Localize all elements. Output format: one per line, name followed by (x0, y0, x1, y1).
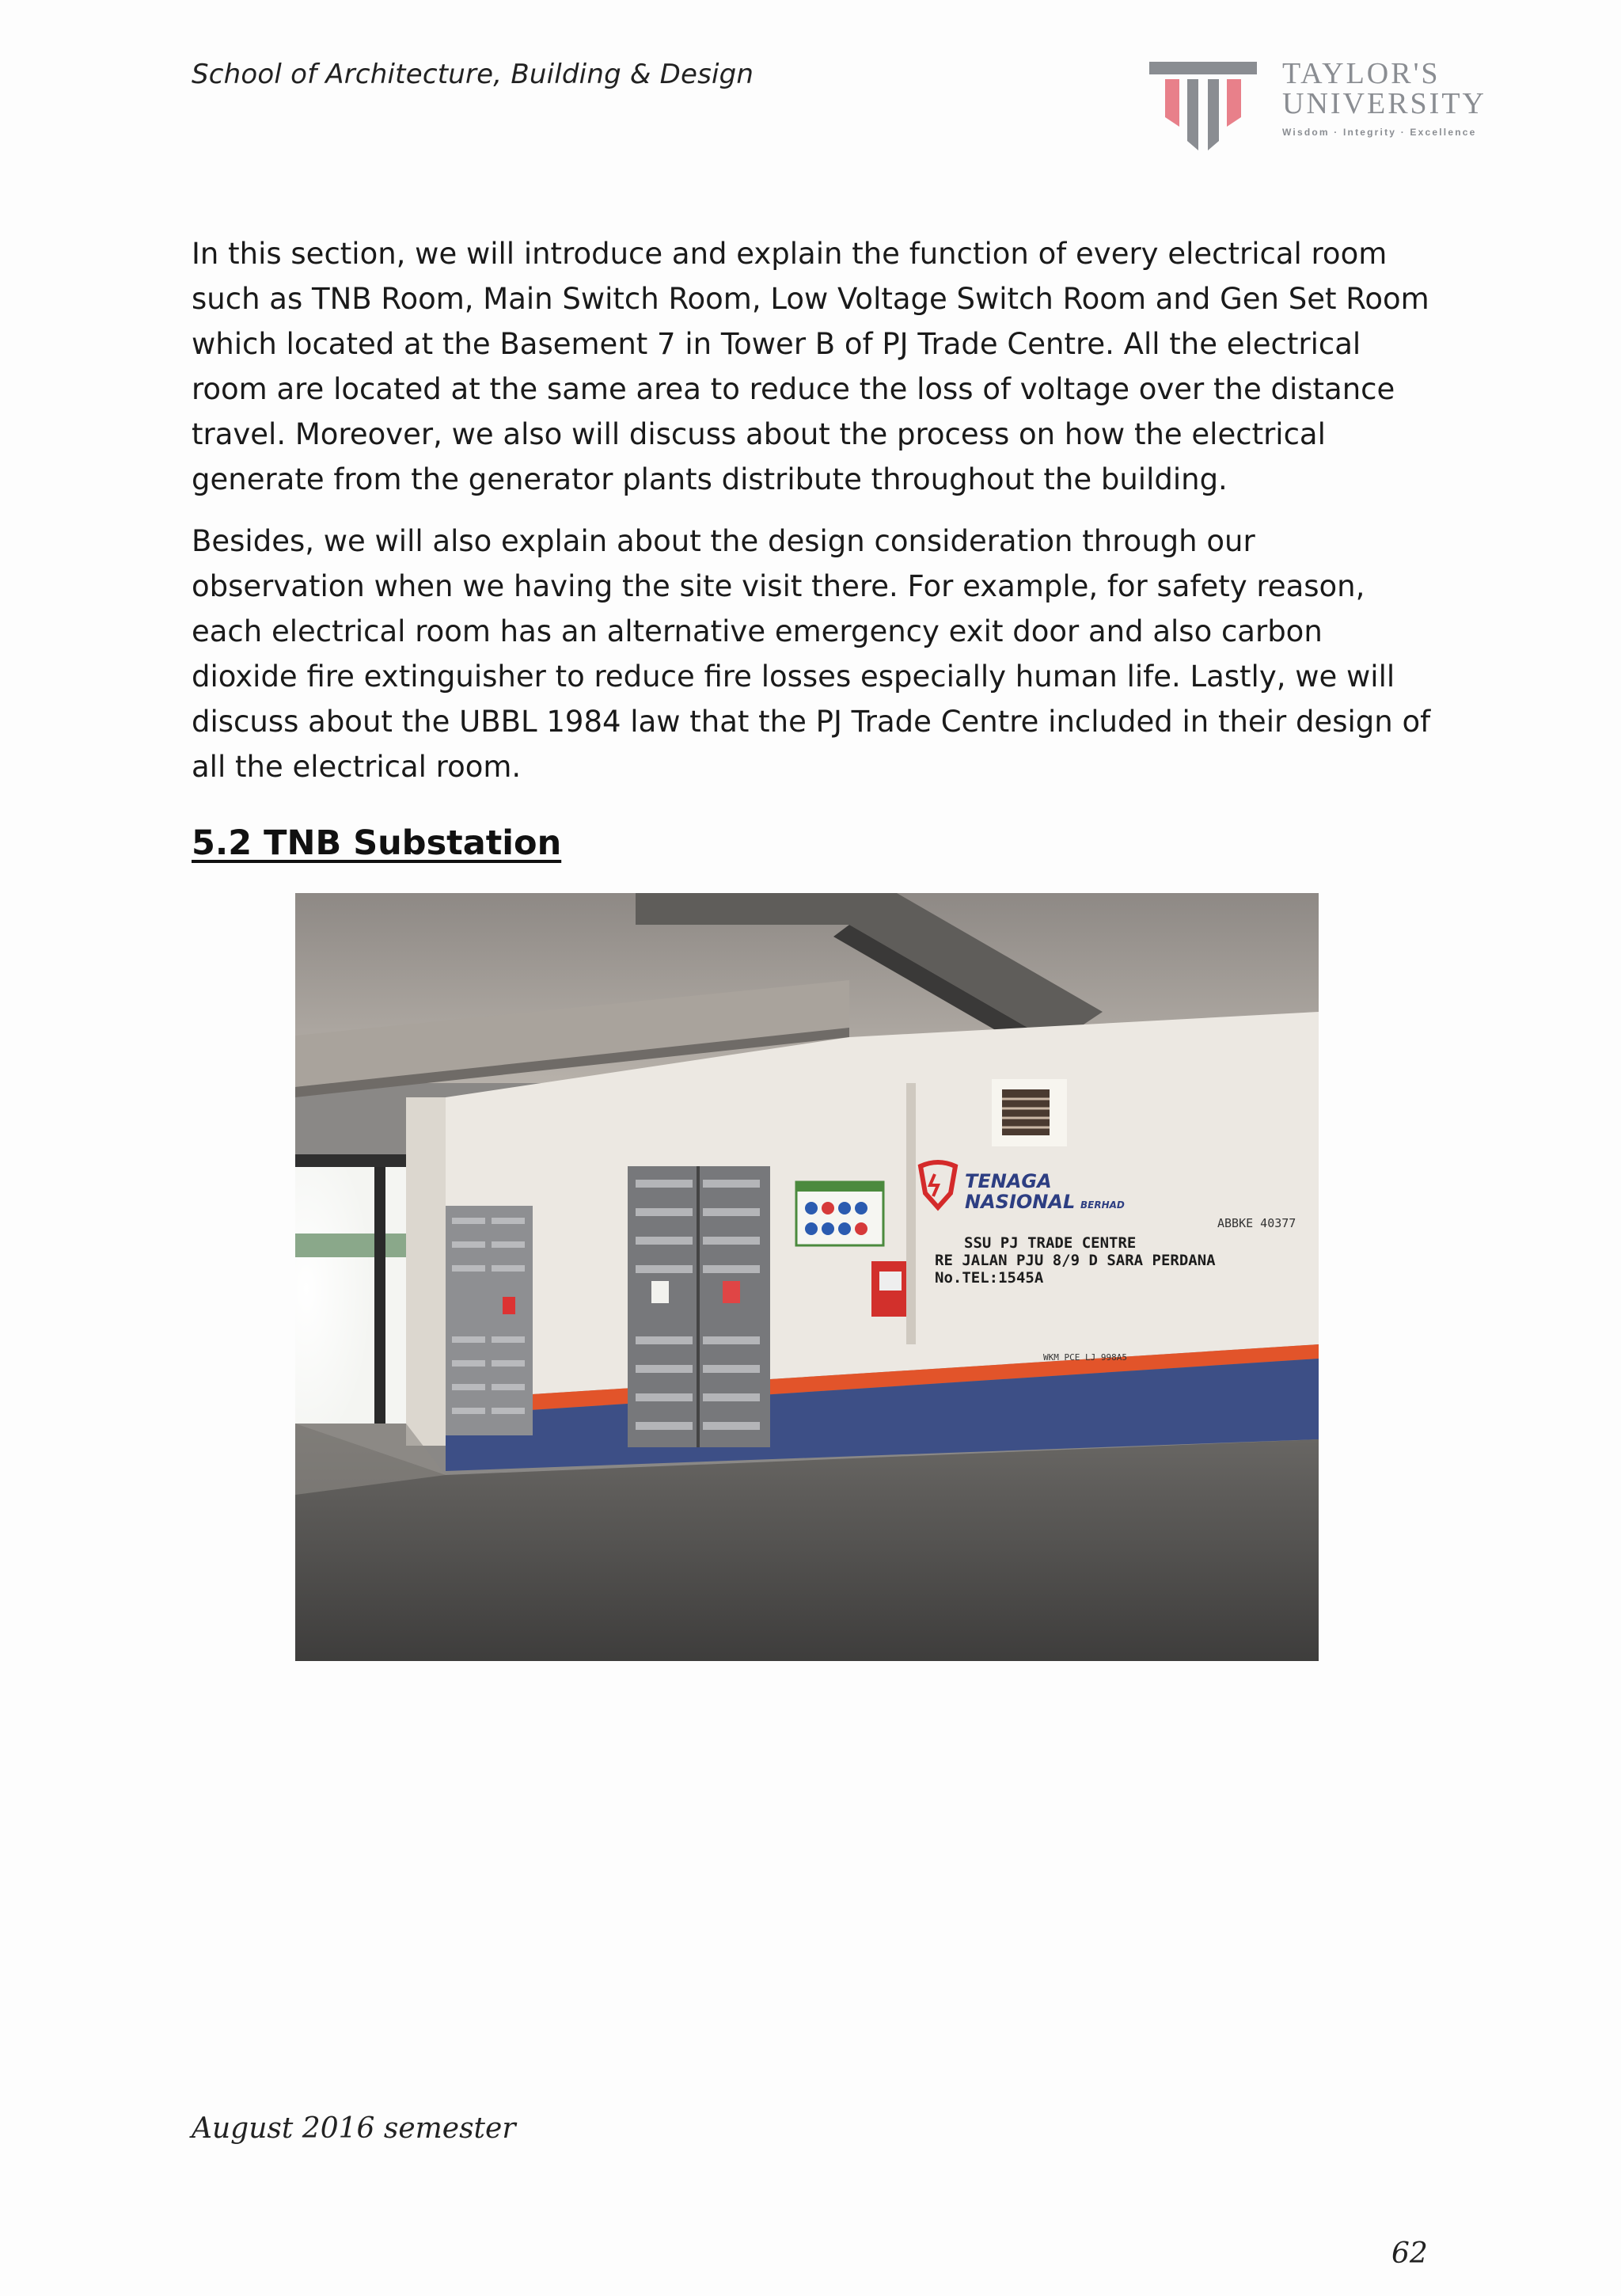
footer-semester: August 2016 semester (192, 2112, 516, 2145)
logo-wordmark (1282, 59, 1486, 119)
sign-small: WKM PCE LJ 998A5 (1043, 1352, 1127, 1363)
sign-brand-suffix: BERHAD (1080, 1199, 1125, 1211)
sign-code: ABBKE 40377 (1217, 1216, 1296, 1230)
sign-brand-line1: TENAGA (965, 1170, 1052, 1192)
section-heading: 5.2 TNB Substation (192, 823, 562, 863)
taylors-shield-logo-icon (1149, 62, 1257, 155)
logo-name-line1: TAYLOR'S (1282, 57, 1441, 90)
sign-line1: SSU PJ TRADE CENTRE (964, 1234, 1137, 1252)
tnb-substation-photo (295, 893, 1319, 1661)
school-header: School of Architecture, Building & Design (192, 59, 754, 90)
logo-name-line2: UNIVERSITY (1282, 87, 1486, 120)
sign-brand-line2: NASIONAL (965, 1191, 1076, 1213)
university-logo (1149, 57, 1521, 157)
page-number: 62 (1391, 2237, 1428, 2270)
sign-line2: RE JALAN PJU 8/9 D SARA PERDANA (935, 1252, 1216, 1269)
design-paragraph: Besides, we will also explain about the design consideration through our observation when we having the site visit there. For example, for safety reason, each electrical room has an alternative emergency exit door and also carbon dioxide fire extinguisher to reduce fire losses especially human life. Lastly, we will discuss about the UBBL 1984 law that the PJ Trade Centre included in their design of all the electrical room. (192, 524, 1431, 784)
intro-paragraph: In this section, we will introduce and explain the function of every electrical room such as TNB Room, Main Switch Room, Low Voltage Switch Room and Gen Set Room which located at the Basement 7 in Tower B of PJ Trade Centre. All the electrical room are located at the same area to reduce the loss of voltage over the distance travel. Moreover, we also will discuss about the process on how the electrical generate from the generator plants distribute throughout the building. (192, 237, 1429, 496)
logo-tagline: Wisdom · Integrity · Excellence (1282, 127, 1477, 138)
sign-line3: No.TEL:1545A (935, 1269, 1044, 1287)
